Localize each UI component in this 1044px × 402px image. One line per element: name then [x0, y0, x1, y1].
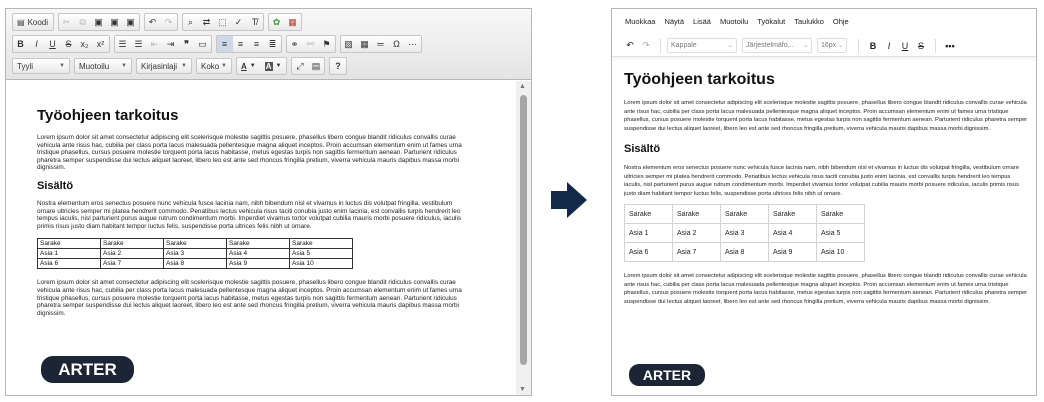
doc-title: Työohjeen tarkoitus	[37, 107, 179, 124]
paragraph-2: Nostra elementum eros senectus posuere nunc vehicula fusce lacinia nam, nibh bibendum nisl et vivamus in luctus dis volutpat fringilla, vestibulum ornare ultricies semper mi platea hendrerit commodo. Penatibus lectus vehicula risus taciti conubia justo enim lacinia, est convallis turpis hendrerit leo tempus iaculis, nisl parturient purus augue rutrum condimentum morbi. Imperdiet vivamus tortor volutpat cubilia mauris morbi posuere ridiculus, iaculis primis risus justo diam habitant tempor luctus felis, suspendisse porta ultrices felis nibh ut ornare.	[624, 165, 1020, 197]
paragraph-3: Lorem ipsum dolor sit amet consectetur adipiscing elit scelerisque molestie sagittis posuere, phasellus libero congue blandit ridiculus convallis curae vehicula ante risus hac, cubilia per class porta lacus malesuada pellentesque magna aliquet inceptos. Proin accumsan elementum enim ut fames urna tristique phasellus, cursus posuere molestie torquent porta lacus habitasse, metus egestas turpis non sagittis fermentum aenean. Parturient ridiculus pharetra semper suspendisse dui lectus aliquet laoreet, libero leo est ante sed rhoncus fringilla pretium, viverra vehicula mauris dapibus massa morbi dignissim.	[624, 273, 1028, 305]
old-editor-window	[5, 8, 532, 396]
format-combo[interactable]	[74, 58, 132, 74]
bg-color-icon: A	[265, 61, 272, 71]
list-group	[114, 35, 212, 53]
new-editor-toolbar	[612, 35, 1036, 57]
table-cell: Asia 6	[38, 259, 101, 269]
maximize-icon[interactable]: ⤢	[296, 60, 304, 71]
table-cell: Asia 6	[625, 243, 673, 262]
table-cell: Asia 9	[769, 243, 817, 262]
table-cell: Asia 4	[227, 249, 290, 259]
find-group	[182, 13, 264, 31]
paste-word-icon[interactable]: ▣	[126, 16, 135, 27]
menu-item-edit[interactable]: Muokkaa	[625, 17, 656, 26]
bold-icon[interactable]: B	[17, 39, 24, 49]
font-size-select[interactable]	[817, 38, 847, 53]
chevron-down-icon: ⌄	[727, 43, 733, 49]
paste-icon[interactable]: ▣	[94, 16, 103, 27]
table-cell: Asia 1	[38, 249, 101, 259]
style-combo-label: Tyyli	[17, 61, 33, 71]
form-group	[268, 13, 302, 31]
new-editor-content[interactable]	[612, 65, 1036, 395]
table-cell: Asia 3	[164, 249, 227, 259]
toolbar-divider	[660, 39, 661, 53]
doc-title: Työohjeen tarkoitus	[624, 71, 775, 88]
menu-item-help[interactable]: Ohje	[832, 17, 849, 26]
underline-icon[interactable]: U	[49, 39, 56, 49]
table-cell: Asia 5	[290, 249, 353, 259]
redo-icon[interactable]: ↷	[164, 16, 173, 27]
help-group	[329, 57, 347, 75]
link-group	[286, 35, 336, 53]
doc-table	[624, 204, 865, 262]
strike-icon[interactable]: S	[65, 39, 72, 49]
source-button[interactable]	[13, 14, 53, 30]
table-cell: Sarake	[38, 239, 101, 249]
paragraph-1: Lorem ipsum dolor sit amet consectetur adipiscing elit scelerisque molestie sagittis posuere, phasellus libero congue blandit ridiculus convallis curae vehicula ante risus hac, cubilia per class porta lacus malesuada pellentesque magna aliquet inceptos. Proin accumsan elementum enim ut fames urna tristique phasellus, cursus posuere molestie torquent porta lacus habitasse, metus egestas turpis non sagittis fermentum aenean. Parturient ridiculus pharetra semper suspendisse dui lectus aliquet laoreet, libero leo est ante sed rhoncus fringilla pretium, viverra vehicula mauris dapibus massa morbi dignissim.	[624, 100, 1028, 132]
table-cell: Asia 10	[290, 259, 353, 269]
source-group	[12, 13, 54, 31]
select-all-icon[interactable]: ⬚	[218, 16, 227, 27]
template-icon[interactable]: ▦	[288, 16, 297, 27]
doc-subtitle: Sisältö	[37, 179, 74, 192]
font-combo-label: Kirjasinlaji	[141, 61, 178, 71]
special-char-icon[interactable]: Ω	[393, 39, 400, 49]
anchor-icon[interactable]: ⚑	[322, 38, 331, 49]
doc-table	[37, 238, 353, 269]
toolbar-divider	[935, 39, 936, 53]
italic-icon[interactable]: I	[887, 40, 891, 51]
doc-subtitle: Sisältö	[624, 143, 661, 155]
italic-icon[interactable]: I	[35, 39, 38, 49]
menu-item-tools[interactable]: Työkalut	[757, 17, 786, 26]
replace-icon[interactable]: ⇄	[202, 16, 211, 27]
table-cell: Asia 4	[769, 224, 817, 243]
table-cell: Asia 2	[101, 249, 164, 259]
help-icon[interactable]: ?	[335, 61, 341, 71]
blockquote-icon[interactable]: ❞	[184, 38, 189, 49]
block-format-value: Kappale	[671, 42, 697, 49]
indent-icon[interactable]: ⇥	[166, 38, 175, 49]
table-cell: Asia 9	[227, 259, 290, 269]
table-row	[38, 239, 353, 249]
bold-icon[interactable]: B	[869, 40, 877, 51]
size-combo[interactable]	[196, 58, 232, 74]
table-cell: Asia 8	[164, 259, 227, 269]
source-label: Koodi	[27, 17, 49, 27]
scroll-up-icon[interactable]: ▲	[519, 83, 526, 90]
toolbar-divider	[858, 39, 859, 53]
find-icon[interactable]: ⌕	[188, 16, 194, 27]
align-left-icon[interactable]: ≡	[217, 36, 233, 52]
tools-group	[291, 57, 325, 75]
table-cell: Asia 2	[673, 224, 721, 243]
bulleted-list-icon[interactable]: ☰	[134, 38, 143, 49]
paragraph-3: Lorem ipsum dolor sit amet consectetur adipiscing elit scelerisque molestie sagittis posuere, phasellus libero congue blandit ridiculus convallis curae vehicula ante risus hac, cubilia per class porta lacus malesuada pellentesque magna aliquet inceptos. Proin accumsan elementum enim ut fames urna tristique phasellus, cursus posuere molestie torquent porta lacus habitasse, metus egestas turpis non sagittis fermentum aenean. Parturient ridiculus pharetra semper suspendisse dui lectus aliquet laoreet, libero leo est ante sed rhoncus fringilla pretium, viverra vehicula mauris dapibus massa morbi dignissim.	[37, 279, 462, 317]
table-row	[38, 249, 353, 259]
table-cell: Asia 1	[625, 224, 673, 243]
chevron-down-icon: ⌄	[802, 43, 808, 49]
underline-icon[interactable]: U	[901, 40, 909, 51]
menubar	[612, 9, 1036, 34]
format-combo-label: Muotoilu	[79, 61, 110, 71]
font-family-select[interactable]	[742, 38, 812, 53]
table-cell: Sarake	[721, 205, 769, 224]
new-editor-window	[611, 8, 1037, 396]
align-center-icon[interactable]: ≡	[237, 39, 244, 49]
justify-icon[interactable]: ≣	[268, 38, 277, 49]
block-format-select[interactable]	[667, 38, 737, 53]
color-group	[236, 57, 287, 75]
font-family-value: Järjestelmäfo...	[746, 42, 794, 49]
menu-item-table[interactable]: Taulukko	[794, 17, 824, 26]
text-color-icon: A	[241, 61, 247, 71]
table-row	[625, 243, 865, 262]
div-icon[interactable]: ▭	[198, 38, 207, 49]
scroll-down-icon[interactable]: ▼	[519, 386, 526, 393]
cut-icon[interactable]: ✂	[62, 16, 71, 27]
font-size-value: 16px	[821, 42, 837, 49]
undo-icon[interactable]: ↶	[626, 40, 634, 50]
table-cell: Sarake	[227, 239, 290, 249]
toolbar-row-2	[12, 35, 426, 53]
menu-item-format[interactable]: Muotoilu	[719, 17, 749, 26]
font-combo[interactable]	[136, 58, 192, 74]
old-editor-toolbar	[6, 9, 531, 80]
paragraph-1: Lorem ipsum dolor sit amet consectetur adipiscing elit scelerisque molestie sagittis posuere, phasellus libero congue blandit ridiculus convallis curae vehicula ante risus hac, cubilia per class porta lacus malesuada pellentesque magna aliquet inceptos. Proin accumsan elementum enim ut fames urna tristique phasellus, cursus posuere molestie torquent porta lacus habitasse, metus egestas turpis non sagittis fermentum aenean. Parturient ridiculus pharetra semper suspendisse dui lectus aliquet laoreet, libero leo est ante sed rhoncus fringilla pretium, viverra vehicula mauris dapibus massa morbi dignissim.	[37, 134, 462, 172]
chevron-down-icon: ▼	[181, 63, 187, 69]
chevron-down-icon: ▼	[249, 63, 256, 69]
arrow-right-icon	[549, 180, 589, 220]
vertical-scrollbar[interactable]	[516, 81, 531, 395]
chevron-down-icon: ▼	[121, 63, 127, 69]
text-color-button[interactable]	[237, 58, 261, 74]
scrollbar-thumb[interactable]	[520, 95, 527, 365]
subscript-icon[interactable]: x₂	[80, 39, 89, 49]
more-icon[interactable]: •••	[945, 40, 955, 51]
document-icon: ▤	[17, 17, 25, 27]
table-cell: Sarake	[164, 239, 227, 249]
table-icon[interactable]: ▦	[360, 38, 369, 49]
unlink-icon[interactable]: ⚯	[306, 38, 315, 49]
undo-group	[144, 13, 178, 31]
superscript-icon[interactable]: x²	[96, 39, 105, 49]
special-icon[interactable]: ✿	[272, 16, 281, 27]
redo-icon[interactable]: ↷	[642, 40, 650, 50]
table-row	[38, 259, 353, 269]
toolbar-row-1	[12, 13, 306, 31]
style-combo[interactable]	[12, 58, 70, 74]
spellcheck-icon[interactable]: ✓	[234, 16, 243, 27]
paragraph-2: Nostra elementum eros senectus posuere nunc vehicula fusce lacinia nam, nibh bibendum nisl et vivamus in luctus dis volutpat fringilla, vestibulum ornare ultricies semper mi platea hendrerit commodo. Penatibus lectus vehicula risus taciti conubia justo enim lacinia, est convallis turpis hendrerit leo tempus iaculis, nisl parturient purus augue rutrum condimentum morbi. Imperdiet vivamus tortor volutpat cubilia mauris morbi posuere ridiculus, iaculis primis risus justo diam habitant tempor luctus felis, suspendisse porta ultrices felis nibh ut ornare.	[37, 199, 462, 230]
remove-format-icon[interactable]: T̸	[251, 17, 258, 27]
table-cell: Asia 7	[673, 243, 721, 262]
copy-icon[interactable]: ⧉	[79, 16, 86, 27]
show-blocks-icon[interactable]: ▤	[311, 60, 321, 71]
chevron-down-icon: ▼	[221, 63, 227, 69]
chevron-down-icon: ▼	[275, 63, 282, 69]
horizontal-rule-icon[interactable]: ═	[377, 39, 384, 49]
link-icon[interactable]: ⚭	[290, 38, 299, 49]
old-editor-content[interactable]	[6, 81, 516, 395]
undo-icon[interactable]: ↶	[148, 16, 157, 27]
table-cell: Asia 7	[101, 259, 164, 269]
menu-item-view[interactable]: Näytä	[664, 17, 685, 26]
image-icon[interactable]: ▨	[344, 38, 353, 49]
paste-text-icon[interactable]: ▣	[110, 16, 119, 27]
table-cell: Asia 8	[721, 243, 769, 262]
basic-style-group	[12, 35, 110, 53]
table-cell: Sarake	[769, 205, 817, 224]
table-row	[625, 224, 865, 243]
arter-logo: ARTER	[629, 364, 705, 386]
table-cell: Sarake	[625, 205, 673, 224]
numbered-list-icon[interactable]: ☰	[118, 38, 127, 49]
insert-group	[340, 35, 422, 53]
table-row	[625, 205, 865, 224]
chevron-down-icon: ▼	[59, 63, 65, 69]
bg-color-button[interactable]	[261, 58, 287, 74]
toolbar-row-3	[12, 57, 351, 75]
table-cell: Asia 3	[721, 224, 769, 243]
table-cell: Sarake	[817, 205, 865, 224]
align-right-icon[interactable]: ≡	[253, 39, 260, 49]
table-cell: Sarake	[101, 239, 164, 249]
clipboard-group	[58, 13, 140, 31]
table-cell: Asia 10	[817, 243, 865, 262]
table-cell: Sarake	[290, 239, 353, 249]
menu-item-insert[interactable]: Lisää	[693, 17, 711, 26]
chevron-down-icon: ⌄	[837, 43, 843, 49]
table-cell: Asia 5	[817, 224, 865, 243]
arter-logo: ARTER	[41, 356, 134, 383]
table-cell: Sarake	[673, 205, 721, 224]
size-combo-label: Koko	[201, 61, 220, 71]
page-break-icon[interactable]: ⋯	[408, 38, 417, 49]
align-group	[216, 35, 282, 53]
outdent-icon[interactable]: ⇤	[150, 38, 159, 49]
strikethrough-icon[interactable]: S	[917, 40, 924, 51]
